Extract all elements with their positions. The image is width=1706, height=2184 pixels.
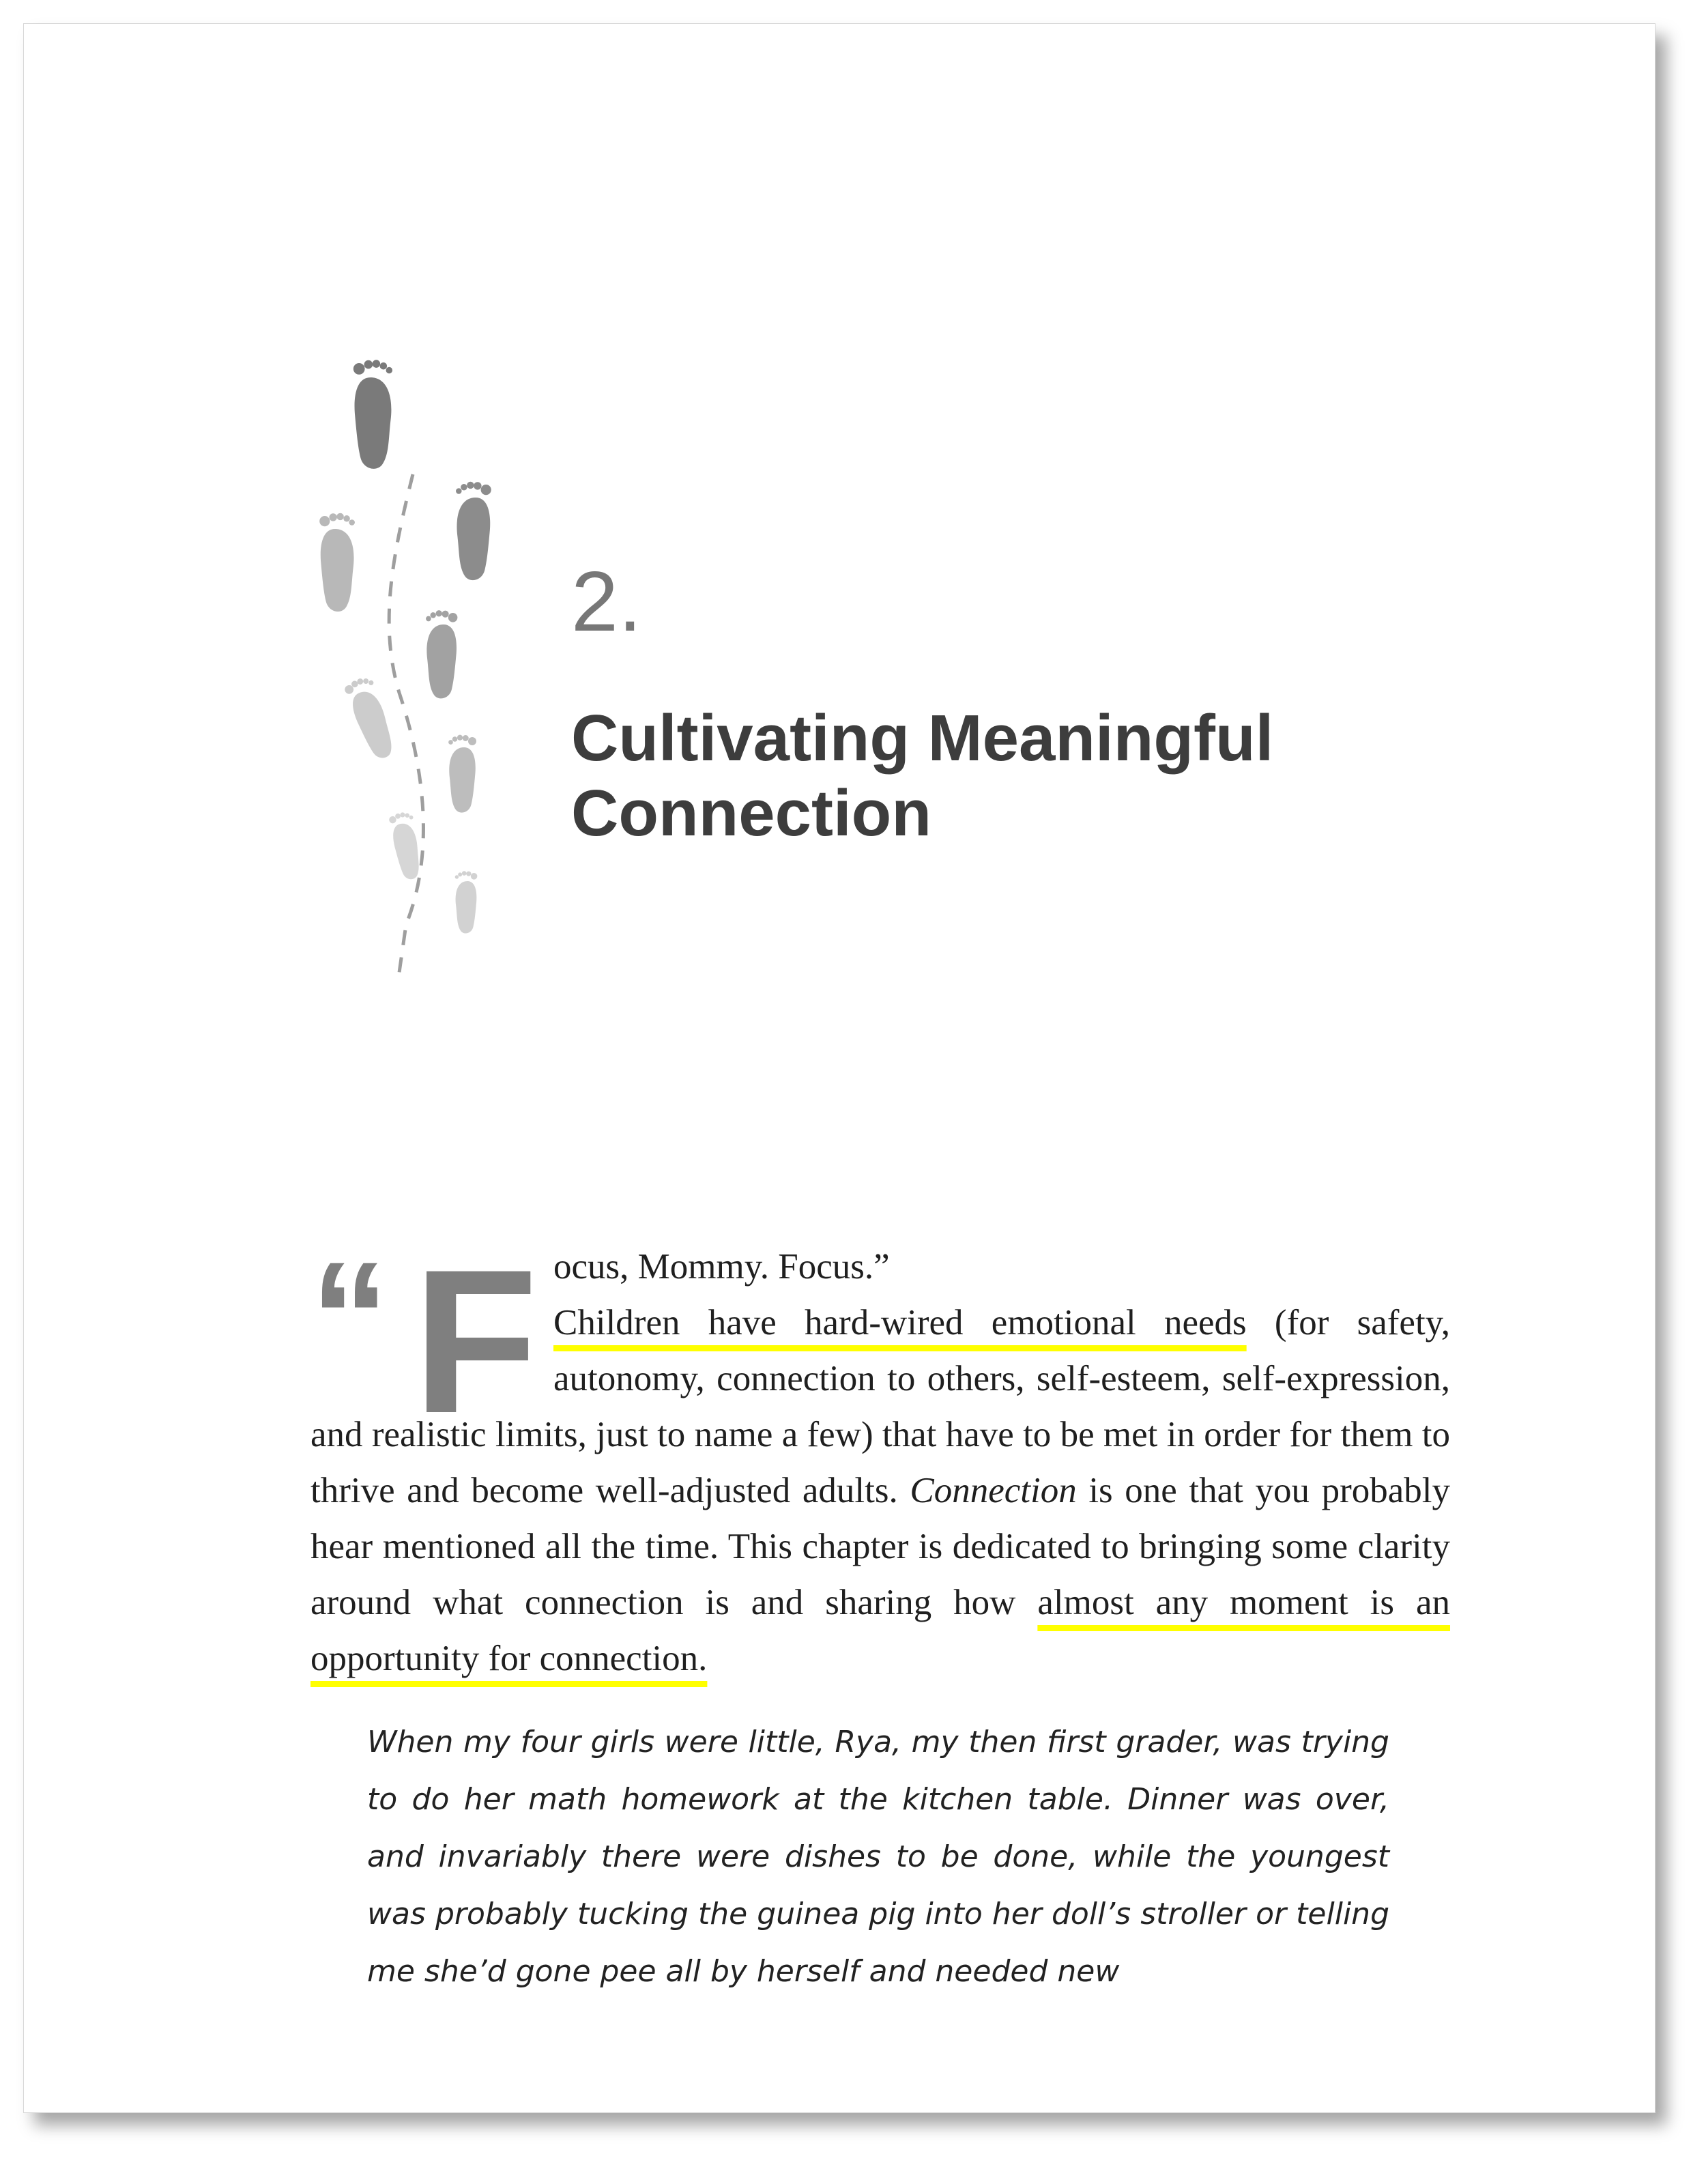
chapter-title: Cultivating Meaningful Connection [571, 702, 1274, 850]
book-page [23, 23, 1656, 2113]
footprint-1 [353, 360, 392, 469]
footprint-3 [319, 513, 355, 612]
footprint-2 [456, 482, 491, 580]
drop-cap-letter: F [413, 1226, 538, 1456]
footprint-8 [455, 871, 478, 933]
body-text-1: (for safety, autonomy, connection to others, self-esteem, self-expression, and realistic limits, just to name a few) that have to be met in order for them to thrive and become well-adjusted adults. [310, 1303, 1450, 1510]
dashed-trail [389, 474, 423, 973]
footprint-4 [426, 610, 457, 698]
chapter-opening [310, 1226, 1450, 1686]
footprint-6 [448, 735, 476, 813]
body-text-2: is one that you probably hear mentioned all the time. This chapter is dedicated to bringing some clarity around what connection is and sharing how [310, 1471, 1450, 1622]
open-quote-mark: “ [310, 1229, 389, 1405]
highlighted-phrase-2: almost any moment is an opportunity for connection. [310, 1583, 1450, 1678]
footprint-5 [343, 674, 399, 762]
chapter-number: 2. [571, 555, 642, 649]
drop-cap [310, 1226, 540, 1456]
highlighted-phrase-1: Children have hard-wired emotional needs [553, 1303, 1247, 1342]
italic-term: Connection [910, 1471, 1077, 1510]
story-excerpt: When my four girls were little, Rya, my then first grader, was trying to do her math homework at the kitchen table. Dinner was over, and invariably there were dishes to be done, while the youngest was probably tucking the guinea pig into her doll’s stroller or telling me she’d gone pee all by herself and needed new [367, 1725, 1389, 1989]
opening-quote-line: ocus, Mommy. Focus.” [553, 1247, 890, 1287]
footprints-illustration [297, 338, 515, 993]
footprint-7 [388, 811, 424, 881]
